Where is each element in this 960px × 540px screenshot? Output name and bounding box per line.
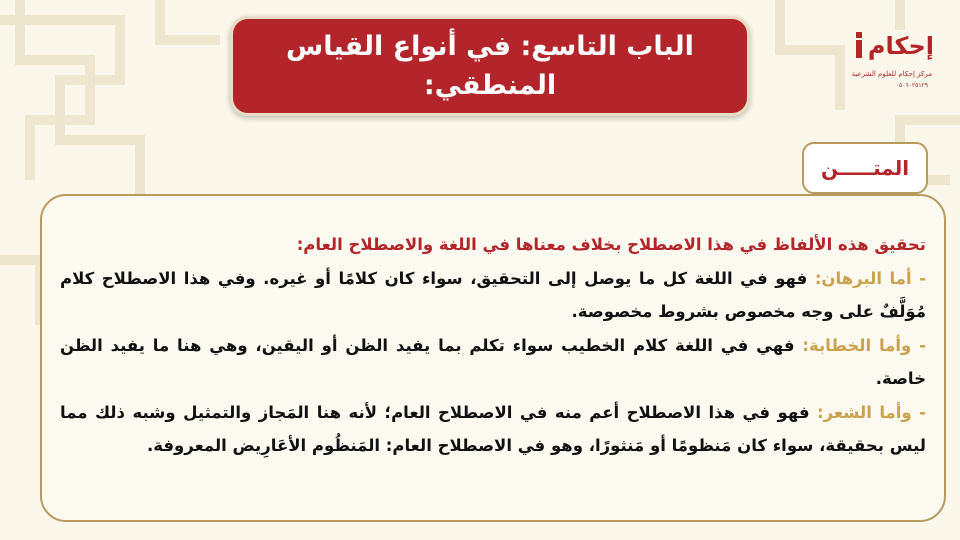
paragraph-khataba — [60, 329, 926, 396]
term-shiir: - وأما الشعر: — [817, 402, 926, 422]
text-shiir: فهو في هذا الاصطلاح أعم منه في الاصطلاح العام؛ لأنه هنا المَجاز والتمثيل وشبه ذلك مما ليس بحقيقة، سواء كان مَنظومًا أو مَنثورًا، وهو في الاصطلاح العام: المَنظُوم الأعَارِيض المعروفة. — [60, 402, 926, 455]
logo-number: ٠٥٠٦٠٢٥١٢٩ — [895, 82, 928, 89]
term-khataba: - وأما الخطابة: — [802, 335, 926, 355]
section-label — [802, 142, 928, 194]
text-khataba: فهي في اللغة كلام الخطيب سواء تكلم بما يفيد الظن أو اليقين، وهي هنا ما يفيد الظن خاصة. — [60, 335, 926, 388]
text-burhan: فهو في اللغة كل ما يوصل إلى التحقيق، سواء كان كلامًا أو غيره. وفي هذا الاصطلاح كلام مُوَلَّفٌ على وجه مخصوص بشروط مخصوصة. — [60, 268, 926, 321]
paragraph-shiir — [60, 396, 926, 463]
content-heading: تحقيق هذه الألفاظ في هذا الاصطلاح بخلاف معناها في اللغة والاصطلاح العام: — [296, 235, 926, 254]
page-title — [230, 16, 750, 116]
logo-name: إحكام — [867, 32, 934, 60]
text-content-box — [40, 194, 946, 522]
paragraph-burhan — [60, 262, 926, 329]
logo-subtitle: مركز إحكام للعلوم الشرعية — [851, 70, 932, 78]
logo — [848, 26, 938, 96]
page-title-text: الباب التاسع: في أنواع القياس المنطقي: — [286, 30, 694, 101]
section-label-text: المتـــــن — [820, 156, 910, 180]
term-burhan: - أما البرهان: — [814, 268, 927, 288]
